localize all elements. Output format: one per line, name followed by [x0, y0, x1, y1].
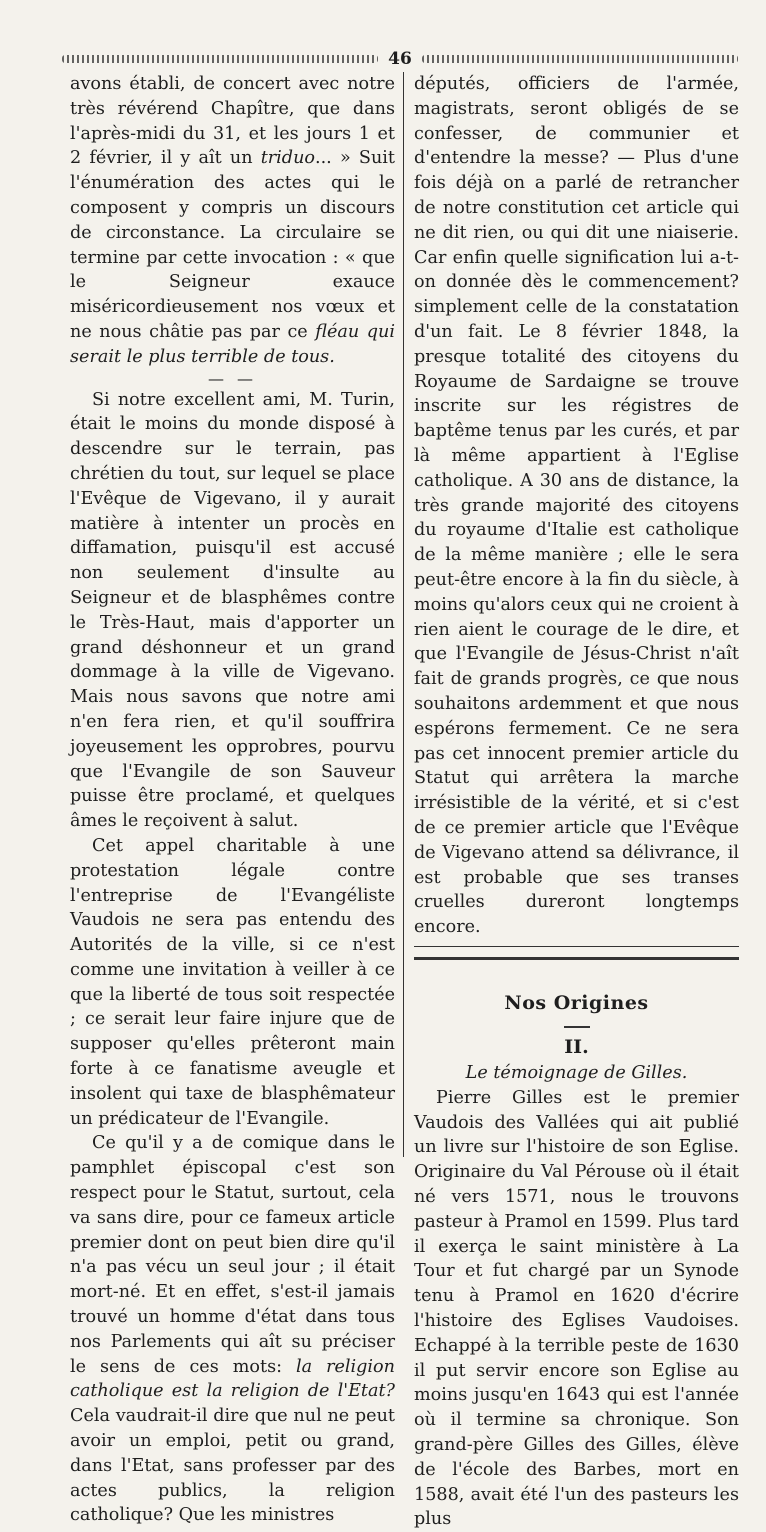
page-header	[62, 48, 738, 70]
left-p1-italic-quote: fléau qui serait le plus terrible de tous.	[70, 321, 395, 367]
left-p1-text-a: avons établi, de concert avec notre très révérend Chapître, que dans l'après-midi du 31, et les jours 1 et 2 février, il y aît un	[70, 74, 395, 169]
left-paragraph-3: Cet appel charitable à une protestation légale contre l'entreprise de l'Evangéliste Vaudois ne sera pas entendu des Autorités de la ville, si ce n'est comme une invitation à veiller à ce que la liberté de tous soit respectée ; ce serait leur faire injure que de supposer qu'elles prêteront main forte à ce fanatisme aveugle et insolent qui taxe de blasphêmateur un prédicateur de l'Evangile.	[70, 835, 395, 1129]
right-column	[414, 72, 739, 1530]
right-paragraph-2: Pierre Gilles est le premier Vaudois des Vallées qui ait publié un livre sur l'histoire de son Eglise. Originaire du Val Pérouse où il était né vers 1571, nous le trouvons pasteur à Pramol en 1599. Plus tard il exerça le saint ministère à La Tour et fut chargé par un Synode tenu à Pramol en 1620 d'écrire l'histoire des Eglises Vaudoises. Echappé à la terrible peste de 1630 il put servir encore son Eglise au moins jusqu'en 1643 qui est l'année où il termine sa chronique. Son grand-père Gilles des Gilles, élève de l'école des Barbes, mort en 1588, avait été l'un des pasteurs les plus	[414, 1087, 739, 1530]
left-paragraph-4	[70, 1131, 395, 1528]
header-wavy-rule-right	[422, 55, 738, 63]
section-number: II.	[564, 1035, 589, 1058]
left-paragraph-1	[70, 72, 395, 370]
left-column	[70, 72, 395, 1526]
left-paragraph-2: Si notre excellent ami, M. Turin, était le moins du monde disposé à descendre sur le terrain, pas chrétien du tout, sur lequel se place l'Evêque de Vigevano, il y aurait matière à intenter un procès en diffamation, puisqu'il est accusé non seulement d'insulte au Seigneur et de blasphêmes contre le Très-Haut, mais d'apporter un grand déshonneur et un grand dommage à la ville de Vigevano. Mais nous savons que notre ami n'en fera rien, et qu'il souffrira joyeusement les opprobres, pourvu que l'Evangile de son Sauveur puisse être proclamé, et quelques âmes le reçoivent à salut.	[70, 389, 395, 832]
header-wavy-rule-left	[62, 55, 378, 63]
left-p1-italic-triduo: triduo	[260, 148, 315, 169]
left-p4-italic: la religion catholique est la religion de l'Etat?	[70, 1356, 395, 1402]
section-short-rule	[564, 1026, 590, 1028]
section-double-rule	[414, 946, 739, 960]
separator-dash: — —	[207, 368, 258, 388]
left-p4-text-b: Cela vaudrait-il dire que nul ne peut avoir un emploi, petit ou grand, dans l'Etat, sans professer par des actes publics, la religion catholique? Que les ministres	[70, 1406, 395, 1526]
column-divider	[403, 72, 404, 1157]
page-number: 46	[388, 49, 412, 69]
right-paragraph-1: députés, officiers de l'armée, magistrats, seront obligés de se confesser, de communier et d'entendre la messe? — Plus d'une fois déjà on a parlé de retrancher de notre constitution cet article qui ne dit rien, ou qui dit une niaiserie. Car enfin quelle signification lui a-t-on donnée dès le commencement? simplement celle de la constatation d'un fait. Le 8 février 1848, la presque totalité des citoyens du Royaume de Sardaigne se trouve inscrite sur les régistres de baptême tenus par les curés, et par là même appartient à l'Eglise catholique. A 30 ans de distance, la très grande majorité des citoyens du royaume d'Italie est catholique de la même manière ; elle le sera peut-être encore à la fin du siècle, à moins qu'alors ceux qui ne croient à rien aient le courage de le dire, et que l'Evangile de Jésus-Christ n'aît fait de grands progrès, ce que nous souhaitons ardemment et que nous espérons fermement. Ce ne sera pas cet innocent premier article du Statut qui arrêtera la marche irrésistible de la vérité, et si c'est de ce premier article que l'Evêque de Vigevano attend sa délivrance, il est probable que ses transes cruelles dureront longtemps encore.	[414, 74, 739, 938]
section-title: Nos Origines	[504, 991, 649, 1014]
left-p1-text-b: ... » Suit l'énumération des actes qui le composent y compris un discours de circonstance. La circulaire se termine par cette invocation : « que le Seigneur exauce miséricordieusement nos vœux et ne nous châtie pas par ce	[70, 148, 395, 342]
section-subtitle: Le témoignage de Gilles.	[465, 1062, 688, 1083]
left-p4-text-a: Ce qu'il y a de comique dans le pamphlet épiscopal c'est son respect pour le Statut, surtout, cela va sans dire, pour ce fameux article premier dont on peut bien dire qu'il n'a pas vécu un seul jour ; il était mort-né. Et en effet, s'est-il jamais trouvé un homme d'état dans tous nos Parlements qui aît su préciser le sens de ces mots:	[70, 1133, 395, 1377]
